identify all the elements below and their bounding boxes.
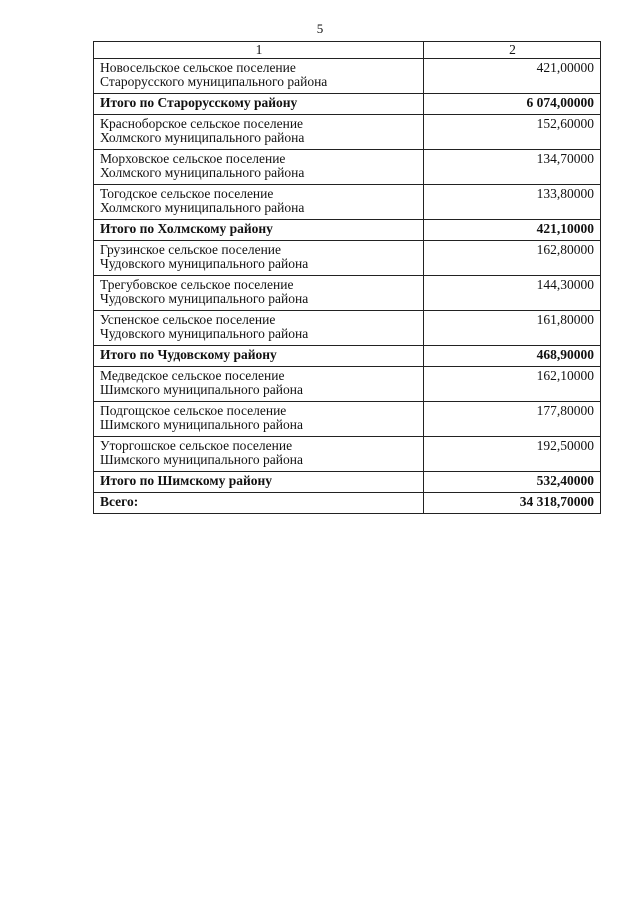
row-name-cell: [94, 185, 424, 220]
row-value-cell: 532,40000: [424, 472, 601, 493]
row-name-line-2: Старорусского муниципального района: [100, 74, 328, 89]
table-row: [94, 276, 601, 311]
row-value-cell: 192,50000: [424, 437, 601, 472]
row-value-cell: 468,90000: [424, 346, 601, 367]
row-name-line-1: Новосельское сельское поселение: [100, 60, 296, 75]
row-name-cell: [94, 115, 424, 150]
row-value-cell: 152,60000: [424, 115, 601, 150]
table-row: [94, 59, 601, 94]
table-row: [94, 311, 601, 346]
row-name-cell: [94, 94, 424, 115]
row-name-cell: [94, 241, 424, 276]
row-value-cell: 162,80000: [424, 241, 601, 276]
grand-total-row: [94, 493, 601, 514]
table-row: [94, 150, 601, 185]
subtotal-row: [94, 220, 601, 241]
row-name-cell: [94, 311, 424, 346]
row-name-line-2: Холмского муниципального района: [100, 130, 305, 145]
row-value-cell: 177,80000: [424, 402, 601, 437]
table-row: [94, 367, 601, 402]
row-value-cell: 133,80000: [424, 185, 601, 220]
row-value-cell: 421,00000: [424, 59, 601, 94]
row-name-line-2: Чудовского муниципального района: [100, 291, 309, 306]
row-name-line-2: Шимского муниципального района: [100, 417, 303, 432]
row-name-cell: [94, 276, 424, 311]
row-name-cell: [94, 437, 424, 472]
table-header-row: [94, 42, 601, 59]
row-name-line-1: Итого по Чудовскому району: [100, 347, 277, 362]
row-value-cell: 161,80000: [424, 311, 601, 346]
row-name-line-1: Подгощское сельское поселение: [100, 403, 287, 418]
row-name-cell: [94, 346, 424, 367]
row-name-cell: [94, 59, 424, 94]
subtotal-row: [94, 94, 601, 115]
row-name-line-2: Шимского муниципального района: [100, 382, 303, 397]
row-name-cell: [94, 220, 424, 241]
row-name-cell: [94, 150, 424, 185]
table-row: [94, 115, 601, 150]
row-name-line-1: Медведское сельское поселение: [100, 368, 285, 383]
allocation-table: [93, 41, 601, 514]
row-name-line-2: Шимского муниципального района: [100, 452, 303, 467]
row-name-line-1: Итого по Холмскому району: [100, 221, 273, 236]
page-number: 5: [316, 21, 324, 36]
row-name-cell: [94, 472, 424, 493]
row-name-line-1: Тогодское сельское поселение: [100, 186, 274, 201]
row-name-line-1: Успенское сельское поселение: [100, 312, 276, 327]
subtotal-row: [94, 346, 601, 367]
row-value-cell: 162,10000: [424, 367, 601, 402]
row-name-line-1: Трегубовское сельское поселение: [100, 277, 294, 292]
row-name-line-1: Морховское сельское поселение: [100, 151, 286, 166]
table-row: [94, 241, 601, 276]
row-name-line-1: Всего:: [100, 494, 139, 509]
table-row: [94, 402, 601, 437]
column-header-1: 1: [94, 42, 424, 59]
row-value-cell: 6 074,00000: [424, 94, 601, 115]
column-header-2: 2: [424, 42, 601, 59]
row-value-cell: 34 318,70000: [424, 493, 601, 514]
table-row: [94, 185, 601, 220]
row-name-line-1: Красноборское сельское поселение: [100, 116, 304, 131]
row-name-line-2: Чудовского муниципального района: [100, 326, 309, 341]
row-name-cell: [94, 402, 424, 437]
table-body: [94, 59, 601, 514]
row-name-line-2: Чудовского муниципального района: [100, 256, 309, 271]
table-row: [94, 437, 601, 472]
row-value-cell: 421,10000: [424, 220, 601, 241]
row-value-cell: 144,30000: [424, 276, 601, 311]
row-name-cell: [94, 493, 424, 514]
row-name-line-1: Грузинское сельское поселение: [100, 242, 282, 257]
row-name-line-2: Холмского муниципального района: [100, 165, 305, 180]
row-name-line-1: Итого по Старорусскому району: [100, 95, 298, 110]
subtotal-row: [94, 472, 601, 493]
row-name-line-1: Итого по Шимскому району: [100, 473, 273, 488]
row-name-line-1: Уторгошское сельское поселение: [100, 438, 293, 453]
row-name-line-2: Холмского муниципального района: [100, 200, 305, 215]
row-value-cell: 134,70000: [424, 150, 601, 185]
row-name-cell: [94, 367, 424, 402]
